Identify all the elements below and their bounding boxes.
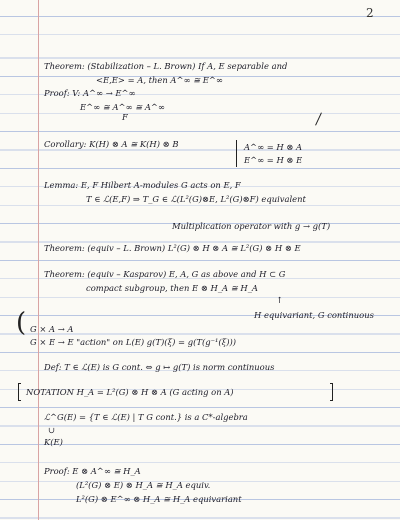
- corollary-line: Corollary: K(H) ⊗ A ≅ K(H) ⊗ B: [44, 139, 179, 149]
- notation-line: NOTATION H_A = L²(G) ⊗ H ⊗ A (G acting on A): [26, 387, 234, 397]
- left-paren: (: [16, 308, 27, 338]
- final-proof-line-2: (L²(G) ⊗ E) ⊗ H_A ≅ H_A equiv.: [76, 480, 211, 490]
- side-note-line-1: A^∞ = H ⊗ A: [244, 142, 303, 152]
- lemma-line-3: Multiplication operator with g → g(T): [172, 221, 331, 231]
- side-note-line-2: E^∞ = H ⊗ E: [244, 155, 303, 165]
- lemma-line-1: Lemma: E, F Hilbert A-modules G acts on E, F: [44, 180, 241, 190]
- side-note-divider: [236, 140, 237, 167]
- compact-operators-line: K(E): [44, 437, 63, 447]
- margin-rule: [38, 0, 39, 520]
- theorem-brown-equiv: Theorem: (equiv – L. Brown) L²(G) ⊗ H ⊗ A ≅ L²(G) ⊗ H ⊗ E: [44, 243, 301, 253]
- proof-line-3: F: [122, 112, 128, 122]
- final-proof-line-3: L²(G) ⊗ E^∞ ⊗ H_A ≅ H_A equivariant: [76, 494, 242, 504]
- theorem-kasparov-line-1: Theorem: (equiv – Kasparov) E, A, G as above and H ⊂ G: [44, 269, 286, 279]
- notation-bracket-right: [330, 383, 333, 401]
- theorem-stabilization-statement: <E,E> = A, then A^∞ ≅ E^∞: [96, 75, 223, 85]
- proof-line-2: E^∞ ≅ A^∞ ≅ A^∞: [80, 102, 165, 112]
- slash-mark: [315, 112, 322, 125]
- proof-line-1: Proof: V: A^∞ → E^∞: [44, 88, 136, 98]
- cstar-algebra-line: ℒ^G(E) = {T ∈ ℒ(E) | T G cont.} is a C*-algebra: [44, 412, 248, 422]
- notation-bracket-left: [18, 383, 21, 401]
- subset-symbol: ∪: [48, 425, 56, 435]
- action-line-2: G × E → E "action" on L(E) g(T)(ξ) = g(T(g⁻¹(ξ))): [30, 337, 237, 347]
- final-proof-line-1: Proof: E ⊗ A^∞ ≅ H_A: [44, 466, 141, 476]
- page-number: 2: [366, 6, 374, 20]
- equivariant-note: H equivariant, G continuous: [254, 310, 374, 320]
- theorem-kasparov-line-2: compact subgroup, then E ⊗ H_A ≅ H_A: [86, 283, 258, 293]
- action-line-1: G × A → A: [30, 324, 74, 334]
- theorem-stabilization-heading: Theorem: (Stabilization – L. Brown) If A, E separable and: [44, 61, 288, 71]
- lemma-line-2: T ∈ ℒ(E,F) ⇒ T_G ∈ ℒ(L²(G)⊗E, L²(G)⊗F) equivalent: [86, 194, 306, 204]
- arrow-up-note: ↑: [276, 295, 284, 305]
- definition-line: Def: T ∈ ℒ(E) is G cont. ⇔ g ↦ g(T) is norm continuous: [44, 362, 275, 372]
